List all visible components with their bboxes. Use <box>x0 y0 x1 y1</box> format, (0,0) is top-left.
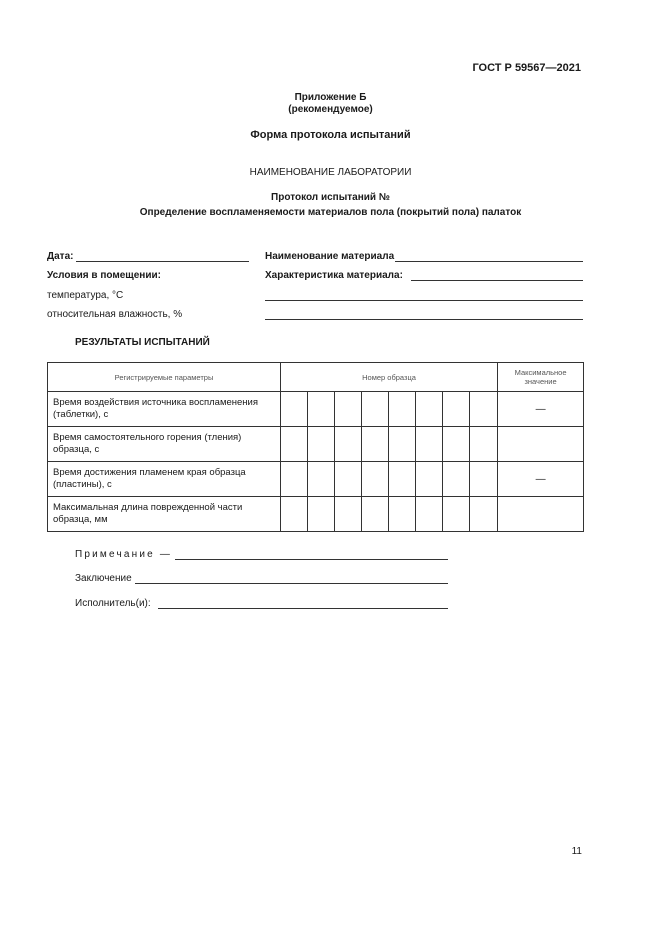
appendix-title: Приложение Б <box>294 92 367 103</box>
table-row <box>48 392 584 427</box>
max-value-cell[interactable]: — <box>498 462 584 497</box>
conclusion-line[interactable] <box>135 583 448 584</box>
sample-cell[interactable] <box>308 392 335 427</box>
sample-cell[interactable] <box>443 497 470 532</box>
max-value-cell[interactable]: — <box>498 392 584 427</box>
sample-cell[interactable] <box>470 462 498 497</box>
parameter-line2: (пластины), с <box>53 479 112 490</box>
humidity-line[interactable] <box>265 319 583 320</box>
sample-cell[interactable] <box>389 427 416 462</box>
sample-cell[interactable] <box>443 462 470 497</box>
sample-cell[interactable] <box>281 462 308 497</box>
table-row <box>48 427 584 462</box>
material-characteristic-label: Характеристика материала: <box>265 270 403 281</box>
conclusion-label: Заключение <box>75 573 132 584</box>
parameter-cell <box>48 392 281 427</box>
header-max-value <box>498 363 584 392</box>
sample-cell[interactable] <box>281 392 308 427</box>
results-title: РЕЗУЛЬТАТЫ ИСПЫТАНИЙ <box>75 337 210 348</box>
sample-cell[interactable] <box>335 462 362 497</box>
sample-cell[interactable] <box>308 497 335 532</box>
sample-cell[interactable] <box>389 497 416 532</box>
protocol-number-label: Протокол испытаний № <box>271 192 390 203</box>
sample-cell[interactable] <box>416 427 443 462</box>
parameter-line2: образца, с <box>53 444 100 455</box>
temperature-line[interactable] <box>265 300 583 301</box>
header-max-line1: Максимальное <box>514 368 567 377</box>
parameter-line1: Время воздействия источника воспламенения <box>53 397 259 408</box>
sample-cell[interactable] <box>335 497 362 532</box>
humidity-label: относительная влажность, % <box>47 309 183 320</box>
form-title: Форма протокола испытаний <box>250 129 411 141</box>
sample-cell[interactable] <box>470 497 498 532</box>
material-name-line[interactable] <box>395 261 583 262</box>
parameter-line1: Максимальная длина поврежденной части <box>53 502 243 513</box>
page-number: 11 <box>571 846 582 857</box>
max-value-cell[interactable] <box>498 497 584 532</box>
header-sample-number: Номер образца <box>281 363 498 392</box>
parameter-line1: Время достижения пламенем края образца <box>53 467 246 478</box>
sample-cell[interactable] <box>443 427 470 462</box>
appendix-subtitle: (рекомендуемое) <box>288 104 373 115</box>
standard-number: ГОСТ Р 59567—2021 <box>472 62 581 74</box>
sample-cell[interactable] <box>335 427 362 462</box>
sample-cell[interactable] <box>281 427 308 462</box>
sample-cell[interactable] <box>281 497 308 532</box>
sample-cell[interactable] <box>416 392 443 427</box>
table-row <box>48 497 584 532</box>
temperature-label: температура, °С <box>47 290 124 301</box>
sample-cell[interactable] <box>470 427 498 462</box>
sample-cell[interactable] <box>416 497 443 532</box>
sample-cell[interactable] <box>389 462 416 497</box>
sample-cell[interactable] <box>470 392 498 427</box>
parameter-cell <box>48 497 281 532</box>
sample-cell[interactable] <box>443 392 470 427</box>
parameter-line2: образца, мм <box>53 514 108 525</box>
laboratory-name: НАИМЕНОВАНИЕ ЛАБОРАТОРИИ <box>249 167 412 178</box>
executor-label: Исполнитель(и): <box>75 598 151 609</box>
table-header-row <box>48 363 584 392</box>
sample-cell[interactable] <box>362 462 389 497</box>
date-label: Дата: <box>47 251 74 262</box>
sample-cell[interactable] <box>308 462 335 497</box>
parameter-line1: Время самостоятельного горения (тления) <box>53 432 242 443</box>
table-row <box>48 462 584 497</box>
conditions-label: Условия в помещении: <box>47 270 161 281</box>
max-value-cell[interactable] <box>498 427 584 462</box>
results-table <box>47 362 584 532</box>
note-line[interactable] <box>175 559 448 560</box>
sample-cell[interactable] <box>416 462 443 497</box>
material-characteristic-line[interactable] <box>411 280 583 281</box>
parameter-line2: (таблетки), с <box>53 409 109 420</box>
header-parameters: Регистрируемые параметры <box>48 363 281 392</box>
date-line[interactable] <box>76 261 249 262</box>
note-label: Примечание — <box>75 549 173 560</box>
material-name-label: Наименование материала <box>265 251 395 262</box>
sample-cell[interactable] <box>335 392 362 427</box>
header-max-line2: значение <box>524 377 557 386</box>
sample-cell[interactable] <box>389 392 416 427</box>
executor-line[interactable] <box>158 608 448 609</box>
parameter-cell <box>48 427 281 462</box>
protocol-subject: Определение воспламеняемости материалов пола (покрытий пола) палаток <box>139 207 522 218</box>
parameter-cell <box>48 462 281 497</box>
sample-cell[interactable] <box>362 392 389 427</box>
sample-cell[interactable] <box>362 427 389 462</box>
sample-cell[interactable] <box>362 497 389 532</box>
sample-cell[interactable] <box>308 427 335 462</box>
